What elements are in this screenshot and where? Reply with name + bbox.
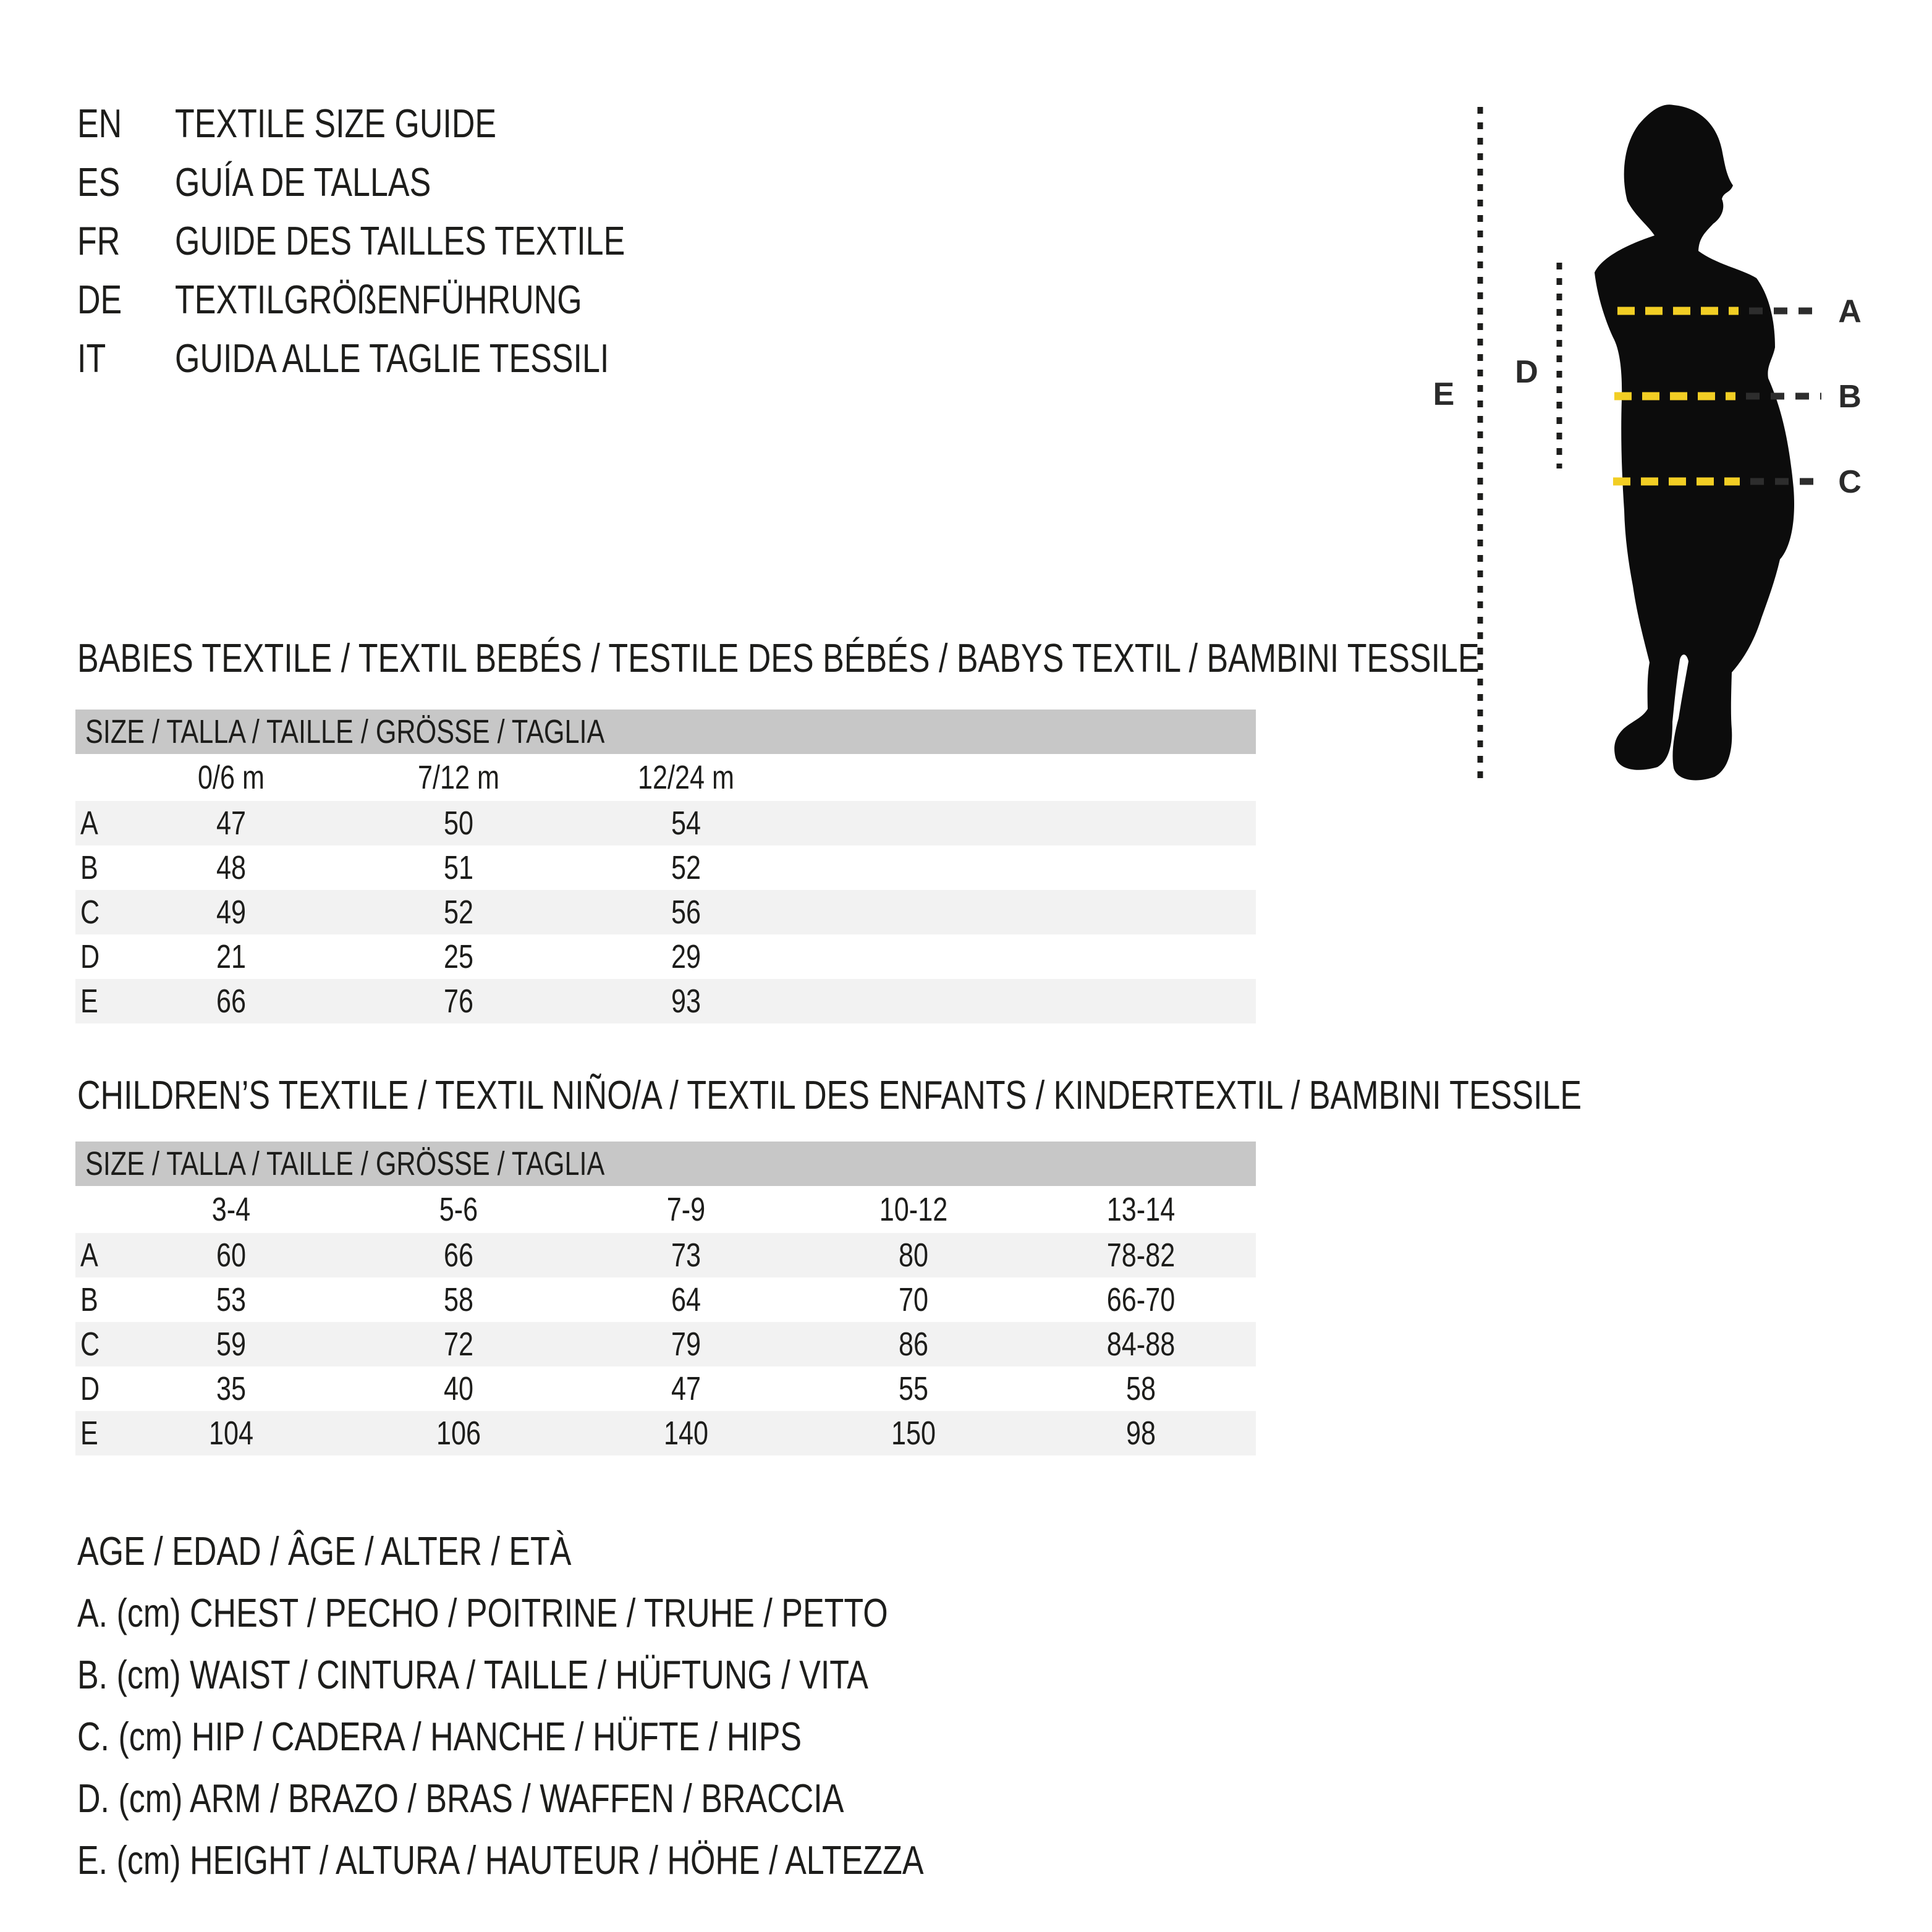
children-size-table — [75, 1142, 1256, 1455]
children-size-header-bar — [75, 1142, 1256, 1186]
table-cell: 140 — [663, 1415, 709, 1452]
table-cell: 54 — [671, 805, 701, 842]
legend-line-arm — [77, 1776, 1035, 1821]
lang-line-en — [77, 101, 577, 146]
table-row — [75, 801, 1256, 845]
row-label: A — [80, 805, 98, 842]
figure-label-a: A — [1838, 294, 1862, 329]
row-label: A — [80, 1237, 98, 1274]
table-cell: 79 — [671, 1326, 701, 1363]
table-row — [75, 890, 1256, 934]
table-cell: 98 — [1125, 1415, 1156, 1452]
babies-col-0-6m: 0/6 m — [197, 759, 265, 796]
lang-code-es: ES — [77, 159, 121, 205]
child-silhouette-icon — [1595, 104, 1794, 780]
row-label: B — [80, 1281, 98, 1318]
table-cell: 35 — [216, 1370, 247, 1407]
legend-line-hip — [77, 1714, 983, 1759]
legend-height-text: E. (cm) HEIGHT / ALTURA / HAUTEUR / HÖHE / ALTEZZA — [77, 1837, 924, 1883]
table-cell: 66 — [443, 1237, 474, 1274]
babies-table-body — [75, 801, 1256, 1023]
table-cell: 49 — [216, 894, 247, 931]
table-cell: 53 — [216, 1281, 247, 1318]
table-row — [75, 934, 1256, 979]
table-cell: 21 — [216, 938, 247, 975]
guide-title-en: TEXTILE SIZE GUIDE — [175, 101, 497, 146]
legend-hip-text: C. (cm) HIP / CADERA / HANCHE / HÜFTE / HIPS — [77, 1714, 802, 1759]
table-cell: 78-82 — [1106, 1237, 1176, 1274]
guide-title-it: GUIDA ALLE TAGLIE TESSILI — [175, 336, 609, 381]
lang-line-de — [77, 279, 684, 320]
table-cell: 52 — [443, 894, 474, 931]
table-cell: 106 — [436, 1415, 481, 1452]
table-row — [75, 979, 1256, 1023]
table-cell: 56 — [671, 894, 701, 931]
guide-title-fr: GUIDE DES TAILLES TEXTILE — [175, 218, 625, 263]
table-cell: 29 — [671, 938, 701, 975]
figure-label-c: C — [1838, 464, 1862, 500]
table-cell: 58 — [443, 1281, 474, 1318]
legend-line-age — [77, 1528, 695, 1574]
table-cell: 64 — [671, 1281, 701, 1318]
table-cell: 150 — [891, 1415, 936, 1452]
table-cell: 59 — [216, 1326, 247, 1363]
table-cell: 25 — [443, 938, 474, 975]
legend-arm-text: D. (cm) ARM / BRAZO / BRAS / WAFFEN / BRACCIA — [77, 1776, 844, 1821]
figure-label-e: E — [1433, 376, 1455, 412]
table-cell: 50 — [443, 805, 474, 842]
figure-svg — [1409, 93, 1932, 810]
table-cell: 51 — [443, 849, 474, 886]
table-cell: 70 — [898, 1281, 929, 1318]
table-cell: 84-88 — [1106, 1326, 1176, 1363]
table-row — [75, 845, 1256, 890]
figure-label-b: B — [1838, 379, 1862, 415]
table-row — [75, 1233, 1256, 1277]
children-col-5-6: 5-6 — [439, 1191, 478, 1228]
table-cell: 47 — [671, 1370, 701, 1407]
legend-line-height — [77, 1837, 1135, 1883]
babies-col-12-24m: 12/24 m — [637, 759, 735, 796]
children-table-body — [75, 1233, 1256, 1455]
table-cell: 93 — [671, 983, 701, 1020]
row-label: D — [80, 1370, 100, 1407]
babies-section-title-text: BABIES TEXTILE / TEXTIL BEBÉS / TESTILE DES BÉBÉS / BABYS TEXTIL / BAMBINI TESSILE — [77, 635, 1480, 680]
row-label: C — [80, 1326, 100, 1363]
babies-col-7-12m: 7/12 m — [417, 759, 500, 796]
babies-size-table — [75, 710, 1256, 1023]
table-cell: 55 — [898, 1370, 929, 1407]
legend-line-chest — [77, 1590, 1091, 1635]
lang-line-it — [77, 336, 718, 381]
table-row — [75, 1322, 1256, 1366]
row-label: C — [80, 894, 100, 931]
children-size-header-text: SIZE / TALLA / TAILLE / GRÖSSE / TAGLIA — [85, 1145, 605, 1182]
legend-waist-text: B. (cm) WAIST / CINTURA / TAILLE / HÜFTUNG / VITA — [77, 1652, 868, 1697]
legend-chest-text: A. (cm) CHEST / PECHO / POITRINE / TRUHE / PETTO — [77, 1590, 888, 1635]
lang-line-fr — [77, 218, 737, 263]
table-cell: 73 — [671, 1237, 701, 1274]
legend-age-text: AGE / EDAD / ÂGE / ALTER / ETÀ — [77, 1528, 572, 1574]
table-cell: 60 — [216, 1237, 247, 1274]
table-cell: 72 — [443, 1326, 474, 1363]
children-section-title — [77, 1072, 1932, 1117]
table-row — [75, 1366, 1256, 1411]
children-col-3-4: 3-4 — [211, 1191, 251, 1228]
table-row — [75, 1411, 1256, 1455]
row-label: B — [80, 849, 98, 886]
legend-line-waist — [77, 1654, 1066, 1695]
row-label: D — [80, 938, 100, 975]
table-cell: 47 — [216, 805, 247, 842]
table-cell: 86 — [898, 1326, 929, 1363]
lang-code-en: EN — [77, 101, 122, 146]
lang-code-it: IT — [77, 336, 106, 381]
table-cell: 104 — [208, 1415, 254, 1452]
measurement-figure — [1409, 93, 1932, 810]
table-cell: 66-70 — [1106, 1281, 1176, 1318]
table-cell: 48 — [216, 849, 247, 886]
table-cell: 66 — [216, 983, 247, 1020]
babies-size-header-bar — [75, 710, 1256, 754]
table-row — [75, 1277, 1256, 1322]
figure-label-d: D — [1515, 354, 1538, 390]
table-cell: 80 — [898, 1237, 929, 1274]
children-section-title-text: CHILDREN’S TEXTILE / TEXTIL NIÑO/A / TEXTIL DES ENFANTS / KINDERTEXTIL / BAMBINI TESSILE — [77, 1072, 1582, 1117]
babies-size-header-text: SIZE / TALLA / TAILLE / GRÖSSE / TAGLIA — [85, 713, 605, 750]
babies-column-header-row — [75, 754, 1256, 801]
table-cell: 76 — [443, 983, 474, 1020]
lang-code-de: DE — [77, 277, 122, 322]
children-col-13-14: 13-14 — [1106, 1191, 1176, 1228]
children-column-header-row — [75, 1186, 1256, 1233]
lang-code-fr: FR — [77, 218, 121, 263]
lang-line-es — [77, 159, 495, 205]
guide-title-de: TEXTILGRÖßENFÜHRUNG — [175, 277, 582, 322]
children-col-10-12: 10-12 — [879, 1191, 948, 1228]
table-cell: 40 — [443, 1370, 474, 1407]
babies-section-title — [77, 635, 1830, 680]
table-cell: 52 — [671, 849, 701, 886]
row-label: E — [80, 1415, 98, 1452]
table-cell: 58 — [1125, 1370, 1156, 1407]
row-label: E — [80, 983, 98, 1020]
guide-title-es: GUÍA DE TALLAS — [175, 159, 431, 205]
children-col-7-9: 7-9 — [666, 1191, 706, 1228]
